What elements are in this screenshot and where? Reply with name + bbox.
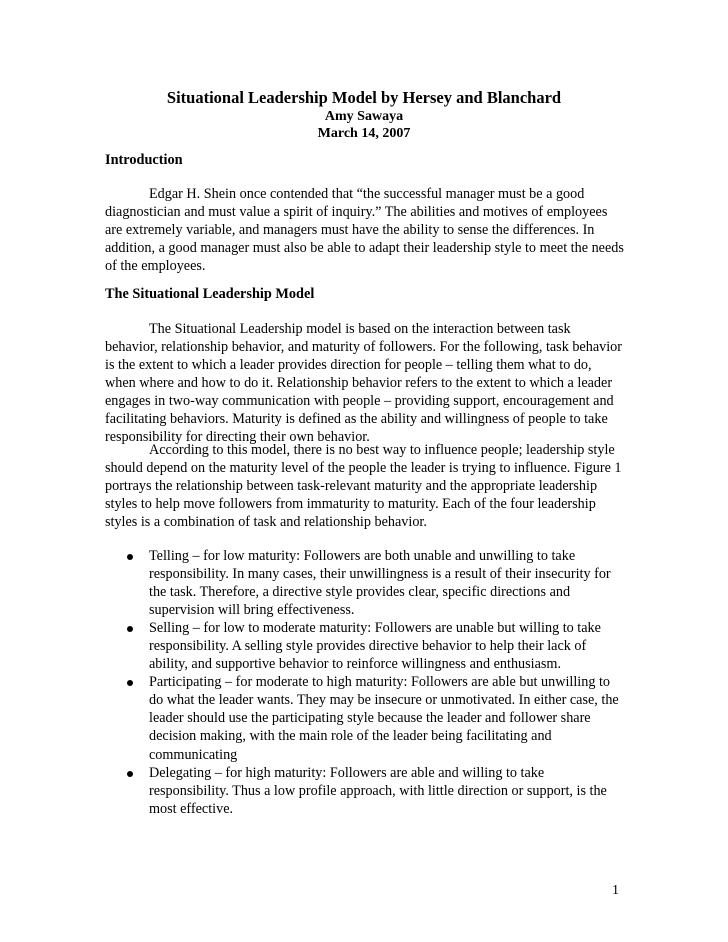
bullet-icon	[127, 554, 133, 560]
list-item-text: Selling – for low to moderate maturity: Followers are unable but willing to take responsibility. A selling style provides directive behavior to help their lack of ability, and supportive behavior to reinforce willingness and enthusiasm.	[149, 620, 601, 673]
document-date: March 14, 2007	[317, 126, 411, 141]
list-item-participating	[105, 673, 625, 763]
section-heading-introduction: Introduction	[105, 152, 183, 168]
list-item-selling	[105, 619, 625, 673]
paragraph-model-description: The Situational Leadership model is based on the interaction between task behavior, relationship behavior, and maturity of followers. For the following, task behavior is the extent to which a leader provides direction for people – telling them what to do, when where and how to do it. Relationship behavior refers to the extent to which a leader engages in two-way communication with people – providing support, encouragement and facilitating behaviors. Maturity is defined as the ability and willingness of people to take responsibility for directing their own behavior.	[105, 321, 622, 446]
bullet-icon	[127, 626, 133, 632]
document-author: Amy Sawaya	[324, 109, 404, 124]
leadership-styles-list	[105, 547, 625, 818]
title-block	[0, 88, 728, 142]
list-item-delegating	[105, 764, 625, 818]
list-item-text: Telling – for low maturity: Followers are both unable and unwilling to take responsibility. In many cases, their unwillingness is a result of their insecurity for the task. Therefore, a directive style provides clear, specific directions and supervision will bring effectiveness.	[149, 548, 611, 619]
page-number: 1	[612, 883, 619, 898]
list-item-text: Delegating – for high maturity: Followers are able and willing to take responsibility. Thus a low profile approach, with little direction or support, is the most effective.	[149, 764, 607, 817]
paragraph-model-maturity: According to this model, there is no best way to influence people; leadership style should depend on the maturity level of the people the leader is trying to influence. Figure 1 portrays the relationship between task-relevant maturity and the appropriate leadership styles to help move followers from immaturity to maturity. Each of the four leadership styles is a combination of task and relationship behavior.	[105, 442, 622, 531]
paragraph-introduction: Edgar H. Shein once contended that “the successful manager must be a good diagnostician and must value a spirit of inquiry.” The abilities and motives of employees are extremely variable, and managers must have the ability to sense the differences. In addition, a good manager must also be able to adapt their leadership style to meet the needs of the employees.	[105, 186, 624, 275]
bullet-icon	[127, 771, 133, 777]
list-item-telling	[105, 547, 625, 619]
section-heading-situational-leadership-model: The Situational Leadership Model	[105, 286, 315, 302]
bullet-icon	[127, 680, 133, 686]
list-item-text: Participating – for moderate to high maturity: Followers are able but unwilling to do what the leader wants. They may be insecure or unmotivated. In either case, the leader should use the participating style because the leader and follower share decision making, with the main role of the leader being facilitating and communicating	[149, 674, 619, 763]
document-title: Situational Leadership Model by Hersey and Blanchard	[166, 88, 562, 107]
